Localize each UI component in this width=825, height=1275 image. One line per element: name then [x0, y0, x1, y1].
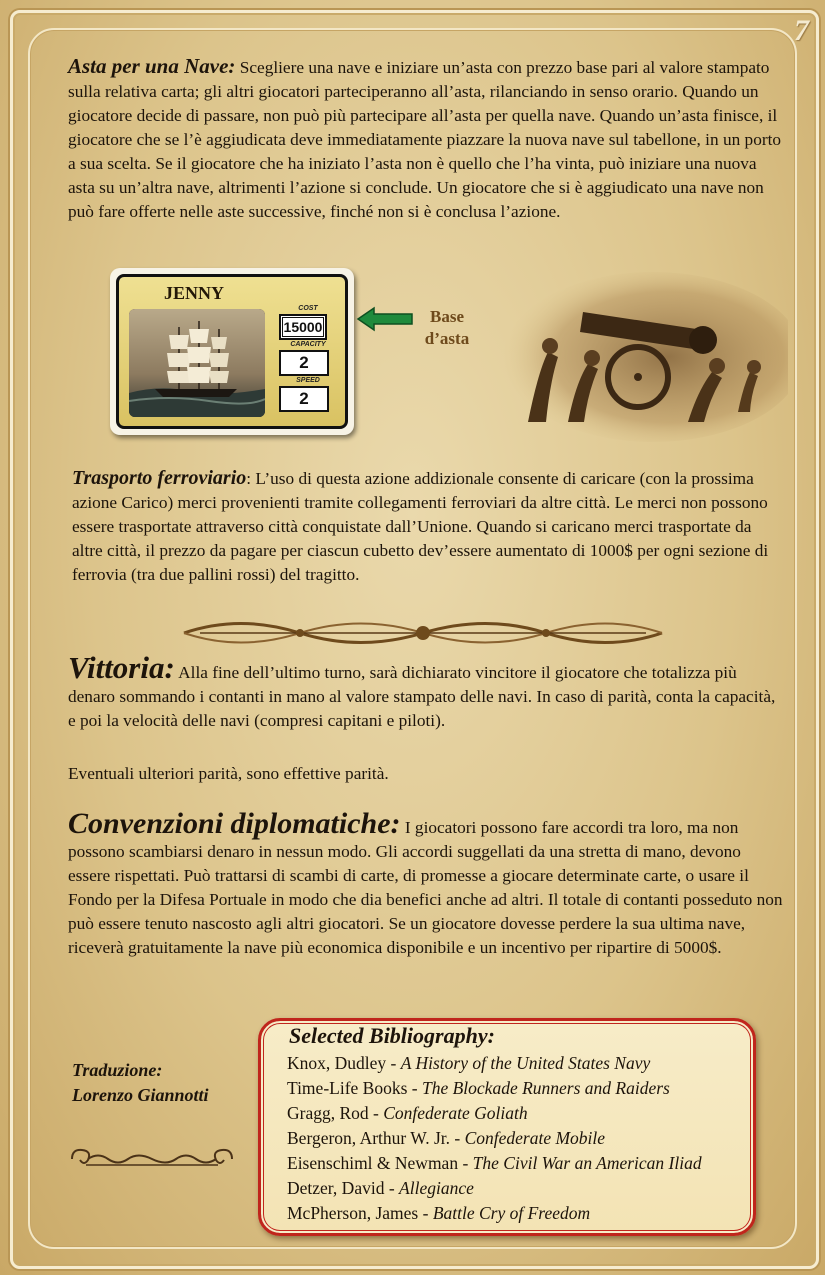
victory-paragraph [68, 650, 784, 733]
bibliography-author: McPherson, James - [287, 1203, 433, 1223]
bibliography-list [287, 1051, 702, 1226]
rail-paragraph [72, 466, 784, 587]
bibliography-item [287, 1126, 702, 1151]
ship-illustration [129, 309, 265, 417]
arrow-left-icon [356, 306, 416, 332]
bibliography-title: Selected Bibliography: [289, 1023, 495, 1048]
bibliography-item [287, 1201, 702, 1226]
bibliography-box [258, 1018, 756, 1236]
bibliography-author: Gragg, Rod - [287, 1103, 384, 1123]
bibliography-author: Detzer, David - [287, 1178, 400, 1198]
auction-heading: Asta per una Nave: [68, 54, 236, 78]
flourish-ornament [68, 1146, 236, 1172]
bibliography-item [287, 1051, 702, 1076]
bibliography-item [287, 1176, 702, 1201]
victory-text: Alla fine dell’ultimo turno, sarà dichiarato vincitore il giocatore che totalizza più denaro sommando i contanti in mano al valore stampato delle navi. In caso di parità, conta la capacità, e poi la velocità delle navi (compresi capitani e piloti). [68, 663, 776, 730]
translation-label: Traduzione: [72, 1060, 163, 1080]
bibliography-item [287, 1101, 702, 1126]
bibliography-book-title: Confederate Goliath [383, 1103, 528, 1123]
ship-name: JENNY [163, 283, 224, 303]
translator-name: Lorenzo Giannotti [72, 1085, 209, 1105]
bibliography-item [287, 1076, 702, 1101]
base-label-line1: Base [430, 307, 464, 326]
cannon-crew-illustration [488, 272, 788, 442]
bibliography-book-title: Battle Cry of Freedom [432, 1203, 591, 1223]
ship-card-face [116, 274, 348, 429]
bibliography-author: Time-Life Books - [287, 1078, 422, 1098]
bibliography-book-title: Allegiance [399, 1178, 474, 1198]
ornamental-divider [180, 612, 666, 654]
base-label-line2: d’asta [424, 329, 470, 348]
auction-text: Scegliere una nave e iniziare un’asta con prezzo base pari al valore stampato sulla relativa carta; gli altri giocatori parteciperanno all’asta, rilanciando in senso orario. Quando un giocatore decide di passare, non può più partecipare all’asta per quella nave. Quando un’asta finisce, il giocatore che se l’è aggiudicata deve immediatamente piazzare la nuova nave sul tabellone, in un porto a sua scelta. Se il giocatore che ha iniziato l’asta non è quello che l’ha vinta, può iniziare una nuova asta su un’altra nave, altrimenti l’azione si conclude. Un giocatore che si è aggiudicato una nave non può fare offerte nelle aste successive, finché non si è conclusa l’azione. [68, 58, 782, 221]
bibliography-author: Knox, Dudley - [287, 1053, 401, 1073]
sailing-ship-icon [129, 309, 265, 417]
bibliography-book-title: The Blockade Runners and Raiders [421, 1078, 670, 1098]
bibliography-book-title: The Civil War an American Iliad [472, 1153, 702, 1173]
speed-label: SPEED [296, 377, 320, 384]
diplomacy-heading: Convenzioni diplomatiche: [68, 807, 401, 840]
rail-heading: Trasporto ferroviario [72, 467, 247, 489]
auction-paragraph [68, 54, 784, 224]
diplomacy-text: I giocatori possono fare accordi tra loro, ma non possono scambiarsi denaro in nessun modo. Gli accordi suggellati da una stretta di mano, devono essere rispettati. Può trattarsi di scambi di carte, di promesse a giocare determinate carte, o usare il Fondo per la Difesa Portuale in modo che dia benefici anche ad altri. Il totale di contanti posseduto non può essere tenuto nascosto agli altri giocatori. Se un giocatore dovesse perdere la sua ultima nave, riceverà gratuitamente la nave più economica disponibile e un incentivo per ripartire di 5000$. [68, 818, 783, 957]
bibliography-author: Eisenschiml & Newman - [287, 1153, 473, 1173]
cost-value: 15000 [279, 314, 327, 340]
ship-card [110, 268, 354, 435]
page-number: 7 [794, 14, 809, 47]
bibliography-book-title: Confederate Mobile [464, 1128, 606, 1148]
bibliography-item [287, 1151, 702, 1176]
speed-value: 2 [279, 386, 329, 412]
diplomacy-paragraph [68, 807, 784, 960]
victory-heading: Vittoria: [68, 650, 175, 685]
base-price-label [416, 306, 478, 350]
bibliography-author: Bergeron, Arthur W. Jr. - [287, 1128, 465, 1148]
capacity-value: 2 [279, 350, 329, 376]
capacity-label: CAPACITY [290, 341, 326, 348]
cost-label: COST [298, 305, 318, 312]
tie-note: Eventuali ulteriori parità, sono effettive parità. [68, 764, 389, 783]
translator-credit [72, 1058, 252, 1108]
rail-text: : L’uso di questa azione addizionale consente di caricare (con la prossima azione Carico) merci provenienti tramite collegamenti ferroviari da altre città. Le merci non possono essere trasportate attraverso città conquistate dall’Unione. Quando si caricano merci trasportate da altre città, il prezzo da pagare per ciascun cubetto dev’essere aumentato di 1000$ per ogni sezione di ferrovia (tra due pallini rossi) del tragitto. [72, 469, 769, 584]
bibliography-book-title: A History of the United States Navy [400, 1053, 651, 1073]
